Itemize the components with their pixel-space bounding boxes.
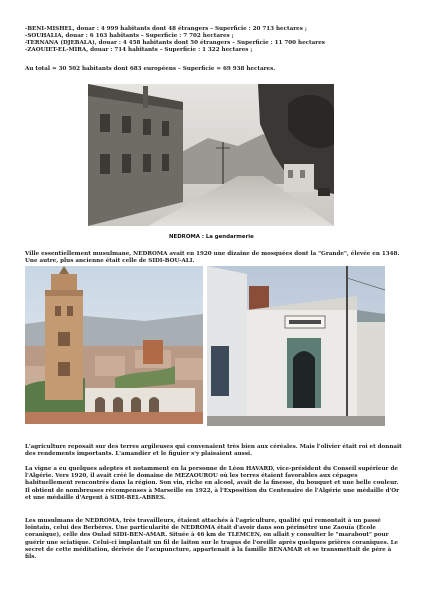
gendarmerie-photo xyxy=(88,84,334,226)
census-line-zaouiet: -ZAOUIET-EL-MIRA, douar : 714 habitants – Superficie : 1 322 hectares ; xyxy=(25,47,253,53)
minaret-photo xyxy=(25,266,203,424)
census-line-souhalia: -SOUHALIA, douar : 6 163 habitants – Superficie : 7 702 hectares ; xyxy=(25,33,234,39)
census-line-ternana: -TERNANA (DJEBALA), douar : 4 458 habitants dont 50 étrangers – Superficie : 11 700 hectares xyxy=(25,40,325,46)
paragraph-religion: Ville essentiellement musulmane, NEDROMA avait en 1920 une dizaine de mosquées dont la "Grande", élevée en 1348. Une autre, plus ancienne était celle de SIDI-BOU-ALI. xyxy=(25,251,400,265)
paragraph-agriculture: L'agriculture reposait sur des terres argileuses qui convenaient très bien aux céréales. Mais l'olivier était roi et donnait des rendements importants. L'amandier et le figuier s'y plaisaient aussi. xyxy=(25,444,402,458)
zaouia-gate-photo xyxy=(207,266,385,426)
census-line-beni-mishel: -BENI-MISHEL, douar : 4 999 habitants dont 48 étrangers – Superficie : 20 713 hectares ; xyxy=(25,26,307,32)
paragraph-musulmans: Les musulmans de NEDROMA, très travailleurs, étaient attachés à l'agriculture, qualité qui remontait à un passé lointain, celui des Berbères. Une particularité de NEDROMA était d'avoir dans son périmètre une Zaouïa (École coranique), celle des Oulad SIDI-BEN-AMAR. Située à 46 km de TLEMCEN, on allait y consulter le "marabout" pour guérir une sciatique. Celui-ci implantait un fil de laiton sur le tragus de l'oreille après quelques prières coraniques. Le secret de cette méditation, dérivée de l'acupuncture, appartenait à la famille BENAMAR et se transmettait de père à fils. xyxy=(25,518,399,561)
paragraph-vigne: La vigne a eu quelques adeptes et notamment en la personne de Léon HAVARD, vice-président du Conseil supérieur de l'Algérie. Vers 1920, il avait créé le domaine de MEZAOUROU où les terres étaient favorables aux cépages habituellement rencontrés dans la région. Son vin, riche en alcool, avait de la finesse, du bouquet et une belle couleur. Il obtient de nombreuses récompenses à Marseille en 1922, à l'Exposition du Centenaire de l'Algérie une médaille d'Or et une médaille d'Argent à SIDI-BEL-ABBES. xyxy=(25,466,400,501)
gendarmerie-caption: NEDROMA : La gendarmerie xyxy=(169,234,254,240)
census-total: Au total = 30 502 habitants dont 683 européens – Superficie = 69 938 hectares. xyxy=(25,66,276,72)
